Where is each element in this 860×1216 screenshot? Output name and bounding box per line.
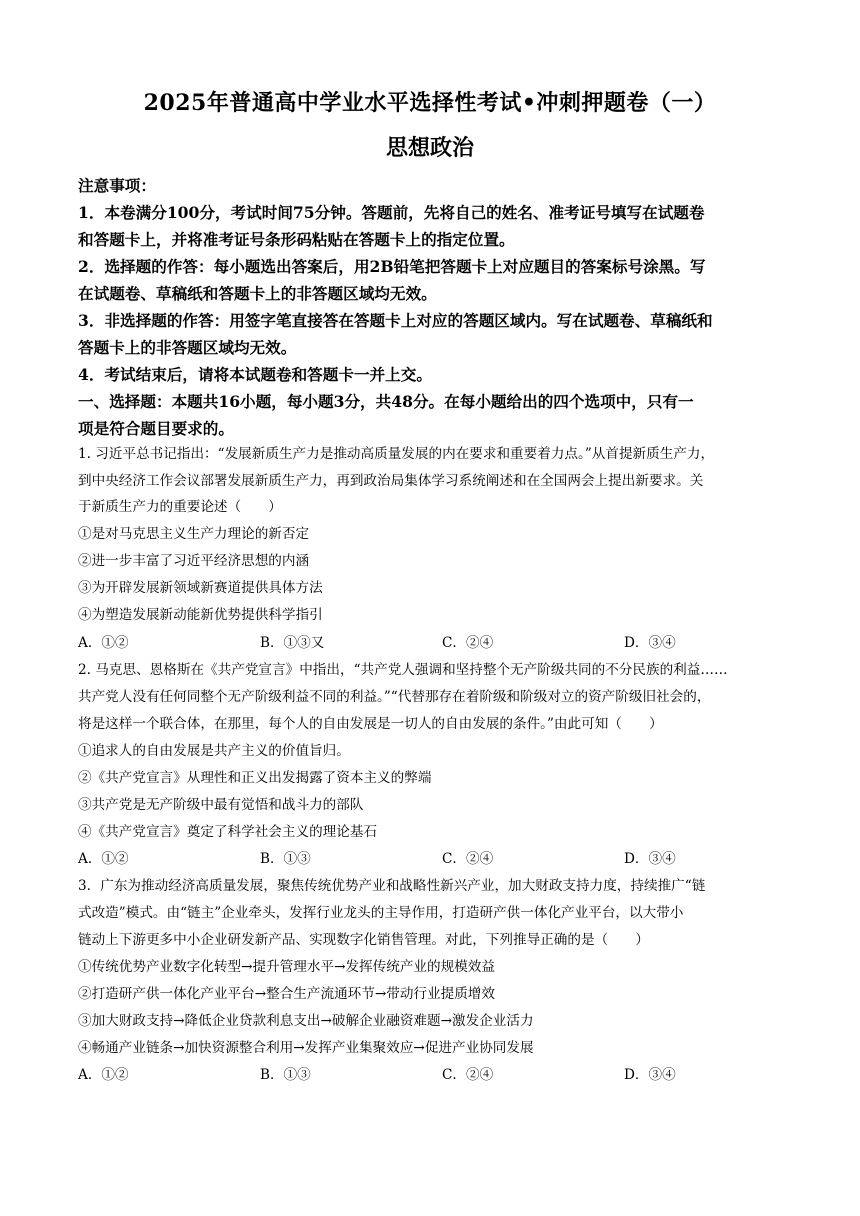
option-c: C．②④: [442, 1067, 494, 1083]
notice-line: 在试题卷、草稿纸和答题卡上的非答题区域均无效。: [78, 284, 437, 303]
notice-line: 2．选择题的作答：每小题选出答案后，用2B铅笔把答题卡上对应题目的答案标号涂黑。写: [78, 257, 706, 276]
question-3-item: ④畅通产业链条→加快资源整合利用→发挥产业集聚效应→促进产业协同发展: [78, 1040, 534, 1056]
question-1-item: ③为开辟发展新领域新赛道提供具体方法: [78, 580, 323, 596]
question-3-stem: 链动上下游更多中小企业研发新产品、实现数字化销售管理。对此，下列推导正确的是（ ）: [78, 932, 649, 948]
question-2-stem: 共产党人没有任何同整个无产阶级利益不同的利益。”“代替那存在着阶级和阶级对立的资产阶级旧社会的，: [78, 689, 711, 705]
option-b: B．①③又: [260, 635, 325, 651]
question-3-stem: 式改造”模式。由“链主”企业牵头，发挥行业龙头的主导作用，打造研产供一体化产业平台，以大带小: [78, 905, 684, 921]
option-d: D．③④: [624, 635, 676, 651]
question-1-item: ①是对马克思主义生产力理论的新否定: [78, 526, 310, 542]
question-1-item: ④为塑造发展新动能新优势提供科学指引: [78, 607, 323, 623]
exam-title: 2025年普通高中学业水平选择性考试•冲刺押题卷（一）: [143, 90, 717, 116]
question-3-stem: 3．广东为推动经济高质量发展，聚焦传统优势产业和战略性新兴产业，加大财政支持力度，持续推广“链: [78, 878, 706, 894]
question-1-item: ②进一步丰富了习近平经济思想的内涵: [78, 553, 310, 569]
option-d: D．③④: [624, 1067, 676, 1083]
subject-title: 思想政治: [385, 135, 474, 161]
question-2-item: ②《共产党宣言》从理性和正义出发揭露了资本主义的弊端: [78, 770, 432, 786]
option-a: A．①②: [78, 851, 129, 867]
question-1-options: [78, 632, 790, 654]
notice-line: 和答题卡上，并将准考证号条形码粘贴在答题卡上的指定位置。: [78, 230, 515, 249]
question-2-stem: 2. 马克思、恩格斯在《共产党宣言》中指出，“共产党人强调和坚持整个无产阶级共同的不分民族的利益……: [78, 662, 728, 678]
section-heading: 一、选择题：本题共16小题，每小题3分，共48分。在每小题给出的四个选项中，只有一: [78, 392, 694, 411]
option-b: B．①③: [260, 851, 311, 867]
question-1-stem: 1. 习近平总书记指出：“发展新质生产力是推动高质量发展的内在要求和重要着力点。”从首提新质生产力，: [78, 446, 715, 462]
notice-line: 1．本卷满分100分，考试时间75分钟。答题前，先将自己的姓名、准考证号填写在试题卷: [78, 203, 705, 222]
option-d: D．③④: [624, 851, 676, 867]
question-3-options: [78, 1064, 790, 1086]
option-a: A．①②: [78, 1067, 129, 1083]
option-c: C．②④: [442, 851, 494, 867]
question-2-stem: 将是这样一个联合体，在那里，每个人的自由发展是一切人的自由发展的条件。”由此可知（ ）: [78, 716, 663, 732]
question-2-item: ①追求人的自由发展是共产主义的价值旨归。: [78, 743, 350, 759]
question-3-item: ①传统优势产业数字化转型→提升管理水平→发挥传统产业的规模效益: [78, 959, 495, 975]
notice-line: 答题卡上的非答题区域均无效。: [78, 338, 297, 357]
question-3-item: ②打造研产供一体化产业平台→整合生产流通环节→带动行业提质增效: [78, 986, 495, 1002]
question-2-item: ④《共产党宣言》奠定了科学社会主义的理论基石: [78, 824, 378, 840]
option-a: A．①②: [78, 635, 129, 651]
notice-line: 3．非选择题的作答：用签字笔直接答在答题卡上对应的答题区域内。写在试题卷、草稿纸和: [78, 311, 713, 330]
option-b: B．①③: [260, 1067, 311, 1083]
question-1-stem: 于新质生产力的重要论述（ ）: [78, 499, 282, 515]
option-c: C．②④: [442, 635, 494, 651]
question-2-item: ③共产党是无产阶级中最有觉悟和战斗力的部队: [78, 797, 364, 813]
notice-line: 4．考试结束后，请将本试题卷和答题卡一并上交。: [78, 365, 432, 384]
question-1-stem: 到中央经济工作会议部署发展新质生产力，再到政治局集体学习系统阐述和在全国两会上提出新要求。关: [78, 473, 704, 489]
section-heading: 项是符合题目要求的。: [78, 419, 234, 438]
question-3-item: ③加大财政支持→降低企业贷款利息支出→破解企业融资难题→激发企业活力: [78, 1013, 534, 1029]
notice-heading: 注意事项：: [78, 176, 156, 195]
question-2-options: [78, 848, 790, 870]
